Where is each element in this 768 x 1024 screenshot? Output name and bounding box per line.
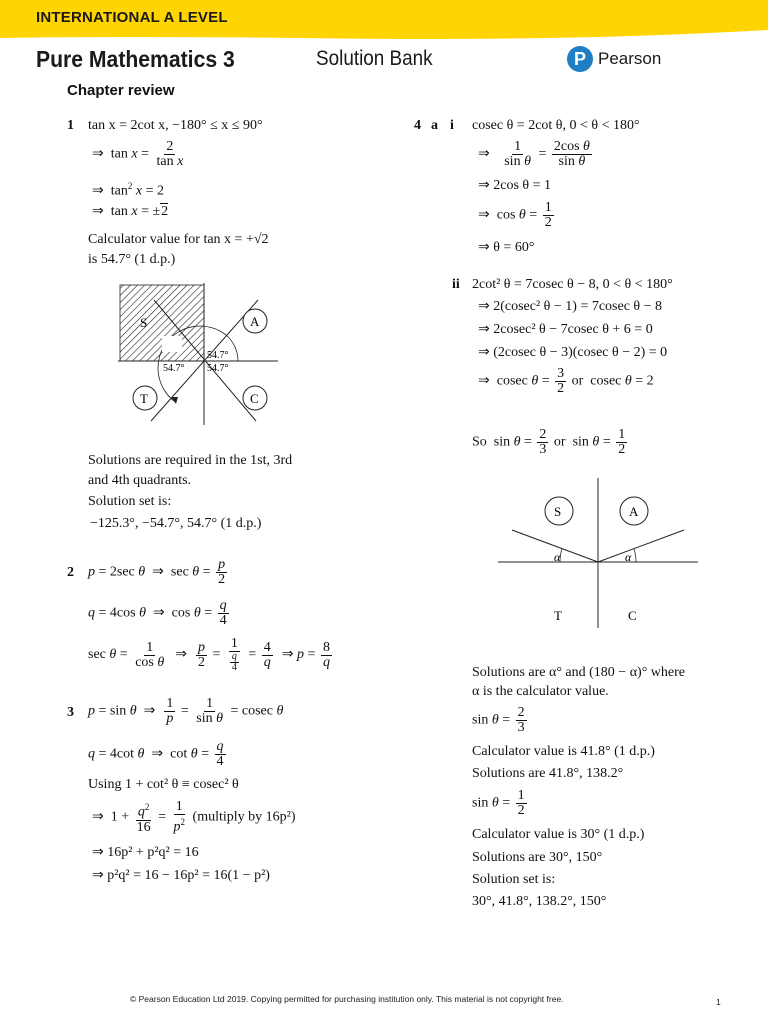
q1-step-3: ⇒ tan x = ±2 [92, 204, 169, 219]
angle-label: 54.7° [163, 363, 185, 374]
q1-cast-diagram [118, 283, 280, 425]
publisher-name: Pearson [598, 49, 662, 68]
question-number: 4 [414, 118, 421, 133]
q3-line-1: p = sin θ ⇒ $\frac{1}{p}$ = $\frac{1}{\text{sin θ}}$ = cosec θ [88, 696, 284, 726]
q4-solution-set: 30°, 41.8°, 138.2°, 150° [472, 894, 607, 909]
q4-calculator-value: Calculator value is 30° (1 d.p.) [472, 827, 645, 842]
series-label: INTERNATIONAL A LEVEL [36, 9, 228, 26]
part-label: ii [452, 277, 460, 292]
q4-calculator-value: Calculator value is 41.8° (1 d.p.) [472, 744, 655, 759]
q3-line-2: q = 4cot θ ⇒ cot θ = $\frac{q}{4}$ [88, 739, 224, 769]
q3-line-5: ⇒ p²q² = 16 − 16p² = 16(1 − p²) [92, 868, 270, 883]
q1-solution-set-label: Solution set is: [88, 494, 172, 509]
q4-solution-set-label: Solution set is: [472, 872, 556, 887]
q1-solution-text: Solutions are required in the 1st, 3rd [88, 453, 293, 468]
alpha-label: α [625, 550, 632, 564]
quadrant-t-label: T [554, 608, 562, 623]
q4-solution-text: α is the calculator value. [472, 684, 609, 699]
q3-line-3: ⇒ 1 + $\frac{q^2}{16}$ = $\frac{1}{p^2}$ (multiply by 16p²) [92, 799, 296, 835]
quadrant-a-label: A [629, 504, 639, 519]
q4i-step-1: ⇒ $\frac{1}{\text{sin θ}}$ = $\frac{\text{2cos θ}}{\text{sin θ}}$ [478, 139, 590, 169]
q3-identity: Using 1 + cot² θ ≡ cosec² θ [88, 777, 239, 792]
q4i-step-2: ⇒ 2cos θ = 1 [478, 178, 551, 193]
q1-equation: tan x = 2cot x, −180° ≤ x ≤ 90° [88, 118, 263, 133]
q4ii-equation: 2cot² θ = 7cosec θ − 8, 0 < θ < 180° [472, 277, 673, 292]
solution-bank-label: Solution Bank [316, 47, 433, 70]
q1-solution-text: and 4th quadrants. [88, 473, 192, 488]
q4ii-step-2: ⇒ 2cosec² θ − 7cosec θ + 6 = 0 [478, 322, 653, 337]
part-label: a [431, 118, 438, 133]
q4ii-sin-values: So sin θ = $\frac{2}{3}$ or sin θ = $\frac{1}{2}$ [472, 427, 626, 457]
pearson-logo-icon: P [567, 46, 593, 72]
q4-solutions: Solutions are 41.8°, 138.2° [472, 766, 624, 781]
angle-label: 54.7° [207, 350, 229, 361]
quadrant-c-label: C [250, 391, 259, 406]
angle-label: 54.7° [207, 363, 229, 374]
q2-line-1: p = 2sec θ ⇒ sec θ = $\frac{p}{2}$ [88, 557, 226, 587]
q4-sin-two-thirds: sin θ = $\frac{2}{3}$ [472, 705, 525, 735]
quadrant-s-label: S [554, 504, 562, 519]
quadrant-s-label: S [140, 315, 148, 330]
q1-calculator-note: Calculator value for tan x = +√2 [88, 232, 269, 247]
q4-solution-text: Solutions are α° and (180 − α)° where [472, 665, 685, 680]
q4-solutions: Solutions are 30°, 150° [472, 850, 603, 865]
q4i-step-4: ⇒ θ = 60° [478, 240, 535, 255]
q4-cast-diagram [498, 478, 698, 630]
question-number: 1 [67, 118, 74, 133]
q3-multiply-note: (multiply by 16p²) [192, 809, 296, 825]
q1-step-1: ⇒ tan x = $\frac{2}{\text{tan x}}$ [92, 139, 184, 169]
q4ii-step-3: ⇒ (2cosec θ − 3)(cosec θ − 2) = 0 [478, 345, 668, 360]
q4ii-step-1: ⇒ 2(cosec² θ − 1) = 7cosec θ − 8 [478, 299, 663, 314]
quadrant-a-label: A [250, 314, 260, 329]
copyright-notice: © Pearson Education Ltd 2019. Copying permitted for purchasing institution only. This material is not copyright free. [130, 994, 564, 1004]
quadrant-c-label: C [628, 608, 637, 623]
q1-solution-set: −125.3°, −54.7°, 54.7° (1 d.p.) [90, 516, 262, 531]
book-title: Pure Mathematics 3 [36, 46, 235, 72]
quadrant-t-label: T [140, 391, 148, 406]
q2-line-2: q = 4cos θ ⇒ cos θ = $\frac{q}{4}$ [88, 598, 227, 628]
q1-calculator-value: is 54.7° (1 d.p.) [88, 252, 176, 267]
question-number: 3 [67, 705, 74, 720]
q1-step-2: ⇒ $\tan^2 x = 2$ [92, 181, 164, 199]
q4i-equation: cosec θ = 2cot θ, 0 < θ < 180° [472, 118, 640, 133]
question-number: 2 [67, 565, 74, 580]
part-label: i [450, 118, 454, 133]
chapter-title: Chapter review [67, 82, 175, 99]
page-number: 1 [716, 997, 721, 1007]
q4i-step-3: ⇒ cos θ = $\frac{1}{2}$ [478, 200, 552, 230]
alpha-label: α [554, 550, 561, 564]
q4ii-step-4: ⇒ cosec θ = $\frac{3}{2}$ or cosec θ = 2 [478, 366, 654, 396]
q4-sin-half: sin θ = $\frac{1}{2}$ [472, 788, 525, 818]
q3-line-4: ⇒ 16p² + p²q² = 16 [92, 845, 199, 860]
q2-line-3: sec θ = $\frac{1}{\text{cos θ}}$ ⇒ $\frac{p}{2}$ = $\frac{1}{\frac{q}{4}}$ = $\frac{4}{q}$ ⇒ p = $\frac{8}{q}$ [88, 636, 330, 673]
